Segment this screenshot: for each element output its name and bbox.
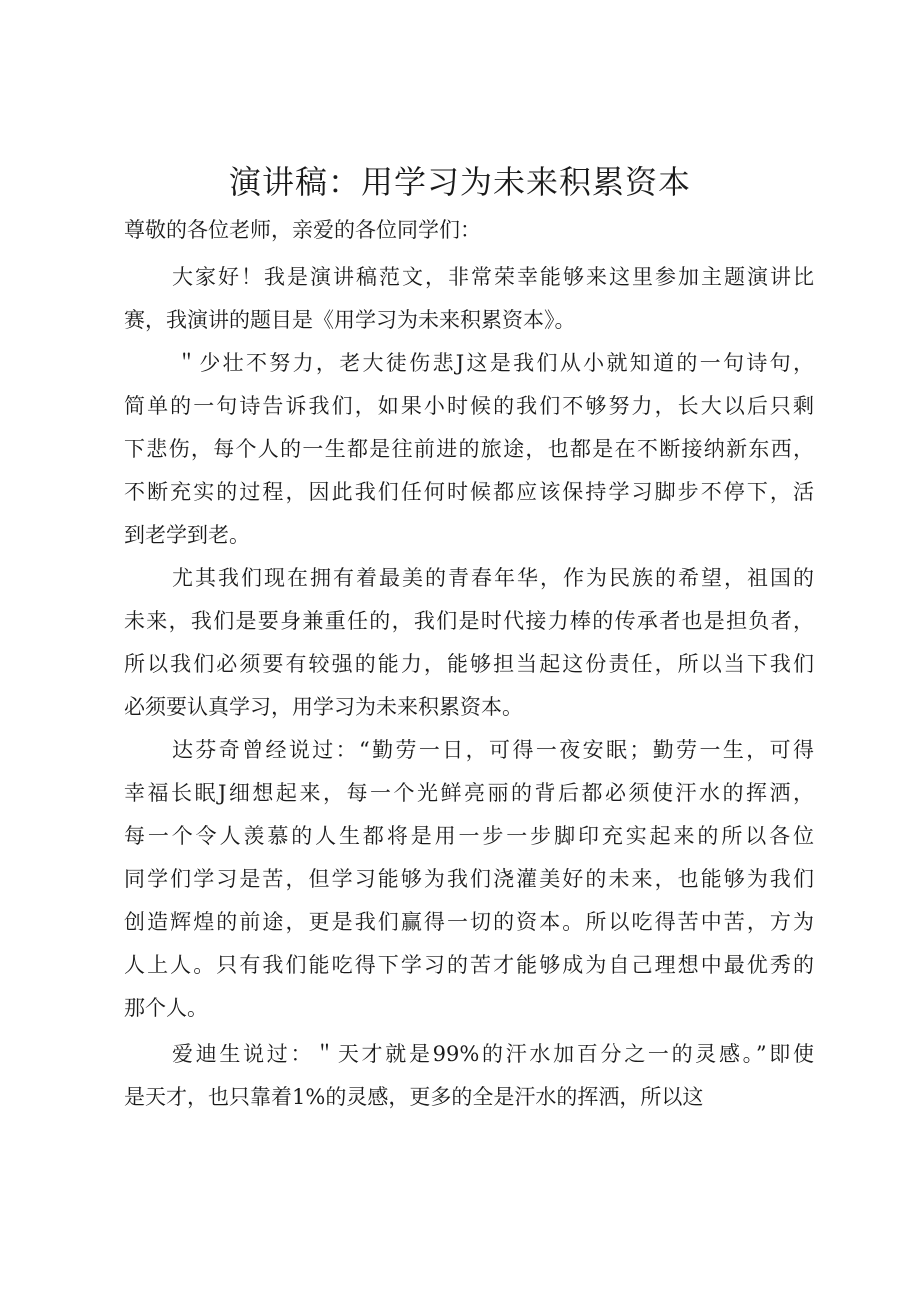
body-line: 所以我们必须要有较强的能力，能够担当起这份责任，所以当下我们 (124, 652, 814, 676)
body-line: 创造辉煌的前途，更是我们赢得一切的资本。所以吃得苦中苦，方为 (124, 910, 814, 934)
document-title: 演讲稿：用学习为未来积累资本 (228, 163, 691, 201)
body-line: 不断充实的过程，因此我们任何时候都应该保持学习脚步不停下，活 (124, 480, 814, 504)
body-line: 爱迪生说过：＂天才就是99%的汗水加百分之一的灵感。”即使 (172, 1042, 814, 1066)
body-line: 同学们学习是苦，但学习能够为我们浇灌美好的未来，也能够为我们 (124, 867, 814, 891)
body-line: 简单的一句诗告诉我们，如果小时候的我们不够努力，长大以后只剩 (124, 394, 814, 418)
body-line: 每一个令人羡慕的人生都将是用一步一步脚印充实起来的所以各位 (124, 824, 814, 848)
body-line: 那个人。 (124, 996, 208, 1020)
body-line: 达芬奇曾经说过：“勤劳一日，可得一夜安眠；勤劳一生，可得 (172, 738, 814, 762)
body-line: 下悲伤，每个人的一生都是往前进的旅途，也都是在不断接纳新东西， (124, 437, 814, 461)
body-line: 到老学到老。 (124, 523, 250, 547)
body-line: 人上人。只有我们能吃得下学习的苦才能够成为自己理想中最优秀的 (124, 953, 814, 977)
body-line: 必须要认真学习，用学习为未来积累资本。 (124, 695, 523, 719)
body-line: 幸福长眠J细想起来，每一个光鲜亮丽的背后都必须使汗水的挥洒， (124, 781, 814, 805)
body-line: 大家好！我是演讲稿范文，非常荣幸能够来这里参加主题演讲比 (172, 265, 814, 289)
body-line: ＂少壮不努力，老大徒伤悲J这是我们从小就知道的一句诗句， (176, 351, 814, 375)
salutation-line: 尊敬的各位老师，亲爱的各位同学们： (124, 218, 481, 242)
body-line: 赛，我演讲的题目是《用学习为未来积累资本》。 (124, 308, 576, 332)
body-line: 未来，我们是要身兼重任的，我们是时代接力棒的传承者也是担负者， (124, 609, 814, 633)
body-line: 是天才，也只靠着1%的灵感，更多的全是汗水的挥洒，所以这 (124, 1085, 704, 1109)
body-line: 尤其我们现在拥有着最美的青春年华，作为民族的希望，祖国的 (172, 566, 814, 590)
